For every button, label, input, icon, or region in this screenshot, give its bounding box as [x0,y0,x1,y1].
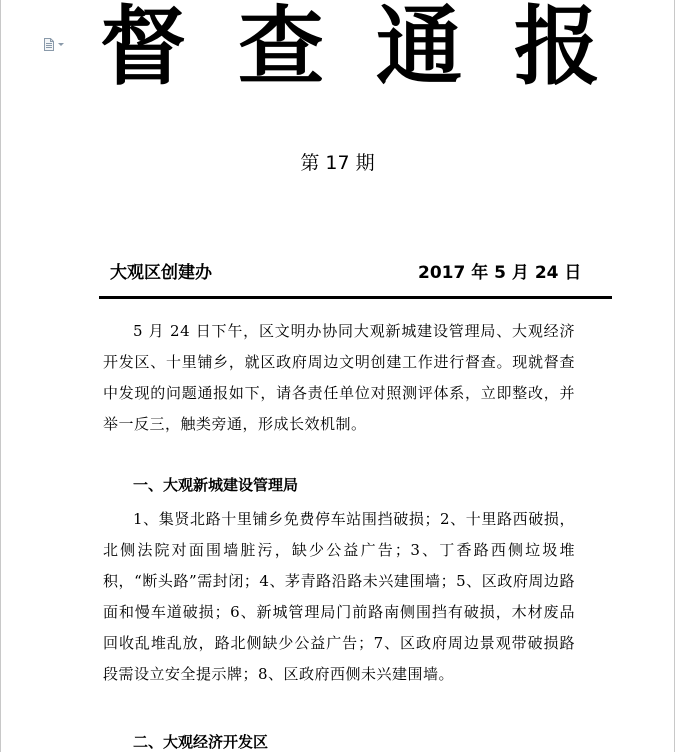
document-icon [44,38,54,51]
intro-paragraph: 5 月 24 日下午，区文明办协同大观新城建设管理局、大观经济开发区、十里铺乡，就区政府周边文明创建工作进行督查。现就督查中发现的问题通报如下，请各责任单位对照测评体系，立即整改，并举一反三，触类旁通，形成长效机制。 [103,322,575,433]
issue-date: 2017 年 5 月 24 日 [418,263,582,283]
document-menu[interactable] [44,38,64,51]
section-heading: 一、大观新城建设管理局 [133,476,299,494]
masthead-char: 通 [376,0,462,97]
section-heading: 二、大观经济开发区 [133,733,269,751]
masthead-char: 督 [100,0,186,97]
chevron-down-icon [58,43,64,46]
page-edge-left [0,0,1,752]
issue-number: 第 17 期 [300,152,375,174]
masthead-char: 报 [514,0,600,97]
issuer-name: 大观区创建办 [110,263,212,283]
section-items-paragraph: 1、集贤北路十里铺乡免费停车站围挡破损；2、十里路西破损，北侧法院对面围墙脏污，缺少公益广告；3、丁香路西侧垃圾堆积，“断头路”需封闭；4、茅青路沿路未兴建围墙；5、区政府周边路面和慢车道破损；6、新城管理局门前路南侧围挡有破损，木材废品回收乱堆乱放，路北侧缺少公益广告；7、区政府周边景观带破损路段需设立安全提示牌；8、区政府西侧未兴建围墙。 [103,510,575,683]
masthead-char: 查 [238,0,324,97]
masthead-title [100,0,600,97]
header-divider [99,296,612,299]
